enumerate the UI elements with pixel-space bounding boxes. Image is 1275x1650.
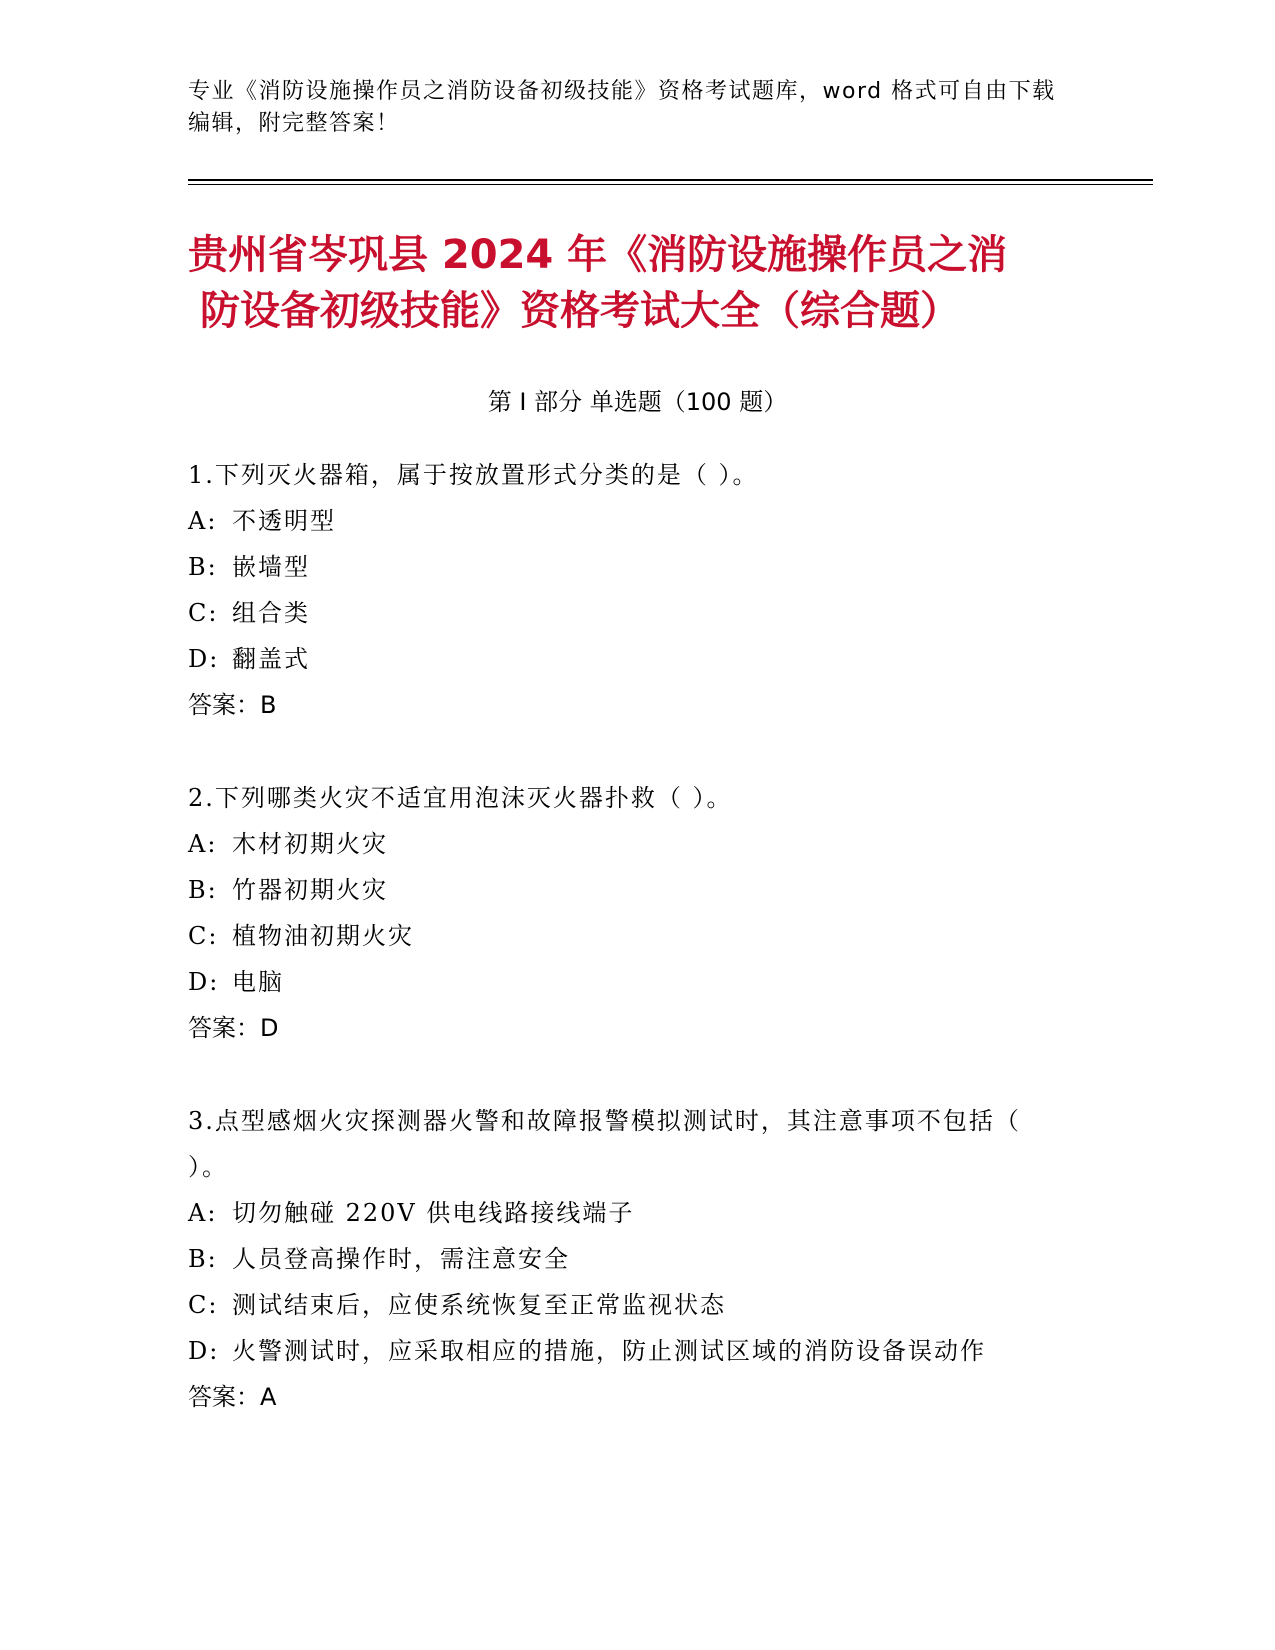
option-text: 不透明型: [232, 507, 336, 535]
option-key: C:: [188, 922, 219, 950]
option-b: [188, 867, 1088, 913]
document-title-line1: 贵州省岑巩县 2024 年《消防设施操作员之消: [188, 232, 1008, 278]
question-stem: 1.下列灭火器箱，属于按放置形式分类的是（ ）。: [188, 461, 759, 489]
option-text: 植物油初期火灾: [232, 922, 414, 950]
document-title-line2: 防设备初级技能》资格考试大全（综合题）: [200, 288, 960, 334]
option-c: [188, 1282, 1088, 1328]
answer: 答案：B: [188, 691, 277, 719]
section-heading: 第 I 部分 单选题（100 题）: [487, 388, 788, 416]
option-text: 嵌墙型: [232, 553, 310, 581]
option-b: [188, 544, 1088, 590]
option-text: 火警测试时，应采取相应的措施，防止测试区域的消防设备误动作: [232, 1337, 986, 1365]
option-key: A:: [188, 1199, 218, 1227]
option-key: B:: [188, 876, 218, 904]
header-note: 专业《消防设施操作员之消防设备初级技能》资格考试题库，word 格式可自由下载编辑，附完整答案！: [188, 79, 1056, 136]
option-text: 测试结束后，应使系统恢复至正常监视状态: [232, 1291, 726, 1319]
option-c: [188, 913, 1088, 959]
option-d: [188, 1328, 1088, 1374]
header-divider-thick: [188, 179, 1153, 181]
option-text: 木材初期火灾: [232, 830, 388, 858]
option-text: 竹器初期火灾: [232, 876, 388, 904]
question-stem: 3.点型感烟火灾探测器火警和故障报警模拟测试时，其注意事项不包括（ ）。: [188, 1107, 1021, 1181]
question-2: [188, 775, 1088, 1051]
option-text: 组合类: [232, 599, 310, 627]
question-stem: 2.下列哪类火灾不适宜用泡沫灭火器扑救（ ）。: [188, 784, 733, 812]
option-key: D:: [188, 1337, 220, 1365]
option-a: [188, 821, 1088, 867]
option-key: A:: [188, 830, 218, 858]
option-text: 电脑: [232, 968, 284, 996]
question-1: [188, 452, 1088, 728]
answer: 答案：A: [188, 1383, 277, 1411]
option-b: [188, 1236, 1088, 1282]
option-key: D:: [188, 968, 220, 996]
question-3: [188, 1098, 1088, 1420]
option-d: [188, 636, 1088, 682]
option-text: 人员登高操作时，需注意安全: [232, 1245, 570, 1273]
option-c: [188, 590, 1088, 636]
option-key: A:: [188, 507, 218, 535]
option-key: C:: [188, 1291, 219, 1319]
document-title: [188, 227, 1108, 339]
option-text: 翻盖式: [232, 645, 310, 673]
option-a: [188, 498, 1088, 544]
answer: 答案：D: [188, 1014, 279, 1042]
option-key: B:: [188, 1245, 218, 1273]
option-key: B:: [188, 553, 218, 581]
option-text: 切勿触碰 220V 供电线路接线端子: [232, 1199, 635, 1227]
option-key: C:: [188, 599, 219, 627]
option-d: [188, 959, 1088, 1005]
option-a: [188, 1190, 1088, 1236]
header-divider-thin: [188, 184, 1153, 185]
option-key: D:: [188, 645, 220, 673]
